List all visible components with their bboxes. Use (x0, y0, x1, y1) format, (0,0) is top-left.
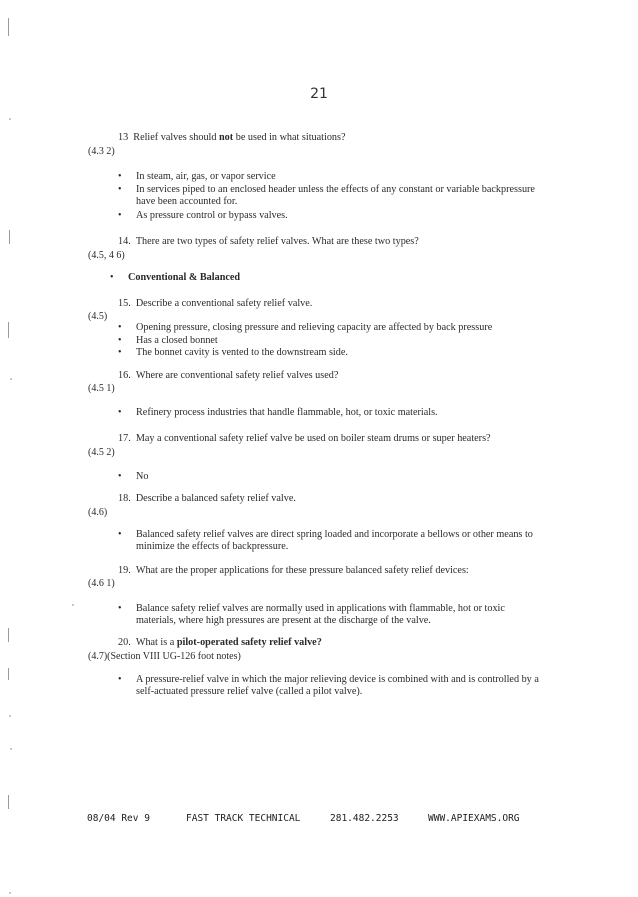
question-18: 18. Describe a balanced safety relief valve. (118, 493, 296, 504)
answer-item: • The bonnet cavity is vented to the downstream side. (118, 347, 348, 358)
question-number: 17. (118, 433, 131, 444)
answer-item: • As pressure control or bypass valves. (118, 210, 288, 221)
answer-item: • No (118, 471, 149, 482)
question-number: 16. (118, 370, 131, 381)
footer-revision: 08/04 Rev 9 (87, 813, 150, 824)
answer-item: • Has a closed bonnet (118, 335, 218, 346)
bullet-icon: • (118, 335, 122, 346)
question-number: 13 (118, 132, 129, 143)
question-17: 17. May a conventional safety relief valve be used on boiler steam drums or super heaters? (118, 433, 491, 444)
question-14: 14. There are two types of safety relief valves. What are these two types? (118, 236, 419, 247)
question-number: 19. (118, 565, 131, 576)
scan-mark (9, 230, 10, 244)
footer-phone: 281.482.2253 (330, 813, 399, 824)
scan-mark (8, 795, 9, 809)
bullet-icon: • (118, 184, 122, 195)
scan-speck (9, 892, 11, 894)
footer-website: WWW.APIEXAMS.ORG (428, 813, 520, 824)
bullet-icon: • (118, 210, 122, 221)
question-reference: (4.6 1) (88, 578, 115, 589)
answer-item: • In steam, air, gas, or vapor service (118, 171, 276, 182)
bullet-icon: • (118, 674, 122, 685)
answer-item: • Conventional & Balanced (110, 272, 241, 283)
question-reference: (4.6) (88, 507, 108, 518)
question-13: 13 Relief valves should not be used in what situations? (118, 132, 346, 143)
page-number: 21 (310, 86, 328, 102)
scan-mark (8, 668, 9, 680)
question-number: 14. (118, 236, 131, 247)
question-reference: (4.5) (88, 311, 108, 322)
question-number: 18. (118, 493, 131, 504)
question-reference: (4.5 1) (88, 383, 115, 394)
bullet-icon: • (118, 529, 122, 540)
question-reference: (4.5 2) (88, 447, 115, 458)
bullet-icon: • (118, 347, 122, 358)
emphasis: not (219, 132, 234, 143)
answer-item: • A pressure-relief valve in which the major relieving device is combined with and is controlled by a self-actuated pressure relief valve (called a pilot valve). (118, 674, 539, 697)
bullet-icon: • (118, 322, 122, 333)
scan-speck (10, 748, 12, 750)
answer-item: • Balance safety relief valves are normally used in applications with flammable, hot or toxic materials, where high pressures are present at the discharge of the valve. (118, 603, 505, 626)
answer-item: • In services piped to an enclosed header unless the effects of any constant or variable backpressure have been accounted for. (118, 184, 535, 207)
bullet-icon: • (110, 272, 114, 283)
bullet-icon: • (118, 471, 122, 482)
bullet-icon: • (118, 171, 122, 182)
question-reference: (4.7)(Section VIII UG-126 foot notes) (88, 651, 241, 662)
question-reference: (4.3 2) (88, 146, 115, 157)
question-19: 19. What are the proper applications for these pressure balanced safety relief devices: (118, 565, 469, 576)
footer-company: FAST TRACK TECHNICAL (186, 813, 301, 824)
scan-mark (8, 628, 9, 642)
scan-speck (9, 118, 11, 120)
question-number: 15. (118, 298, 131, 309)
question-number: 20. (118, 637, 131, 648)
scan-mark (8, 322, 9, 338)
answer-item: • Refinery process industries that handle flammable, hot, or toxic materials. (118, 407, 438, 418)
scan-speck (10, 378, 12, 380)
answer-item: • Opening pressure, closing pressure and relieving capacity are affected by back pressure (118, 322, 493, 333)
bullet-icon: • (118, 407, 122, 418)
question-reference: (4.5, 4 6) (88, 250, 125, 261)
emphasis: pilot-operated safety relief valve? (176, 637, 322, 648)
scan-speck (72, 604, 74, 606)
question-20: 20. What is a pilot-operated safety relief valve? (118, 637, 322, 648)
answer-item: • Balanced safety relief valves are direct spring loaded and incorporate a bellows or other means to minimize the effects of backpressure. (118, 529, 533, 552)
scan-speck (9, 715, 11, 717)
scan-mark (8, 18, 9, 36)
question-15: 15. Describe a conventional safety relief valve. (118, 298, 313, 309)
question-16: 16. Where are conventional safety relief valves used? (118, 370, 339, 381)
bullet-icon: • (118, 603, 122, 614)
